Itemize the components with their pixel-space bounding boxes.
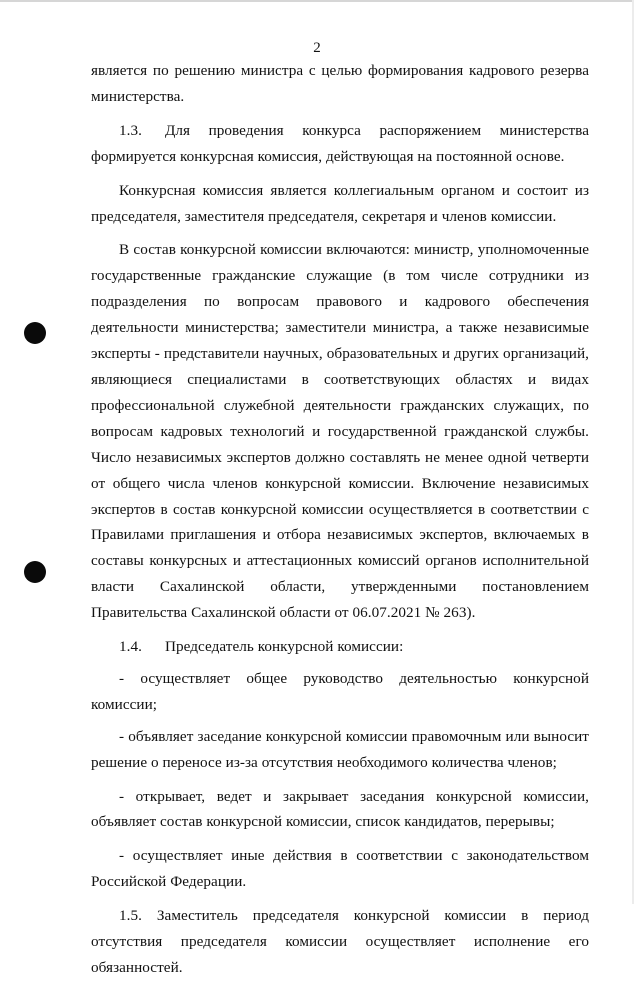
paragraph-continuation: является по решению министра с целью формирования кадрового резерва министерства. <box>91 62 589 105</box>
list-item: - осуществляет иные действия в соответствии с законодательством Российской Федерации. <box>91 847 589 891</box>
list-item: - открывает, ведет и закрывает заседания конкурсной комиссии, объявляет состав конкурсной комиссии, список кандидатов, перерывы; <box>91 787 589 831</box>
clause-number: 1.3. <box>119 121 142 139</box>
scan-top-edge <box>0 0 634 2</box>
page-number: 2 <box>313 40 321 56</box>
list-item: - объявляет заседание конкурсной комиссии правомочным или выносит решение о переносе из-за отсутствия необходимого количества членов; <box>91 727 589 771</box>
clause-1-5: 1.5. Заместитель председателя конкурсной комиссии в период отсутствия председателя комиссии осуществляет исполнение его обязанностей. <box>91 907 589 976</box>
clause-number: 1.4. <box>119 638 142 656</box>
clause-text: Для проведения конкурса распоряжением министерства формируется конкурсная комиссия, действующая на постоянной основе. <box>91 121 589 165</box>
document-body <box>91 58 589 989</box>
clause-1-4 <box>91 634 589 660</box>
list-item: - осуществляет общее руководство деятельностью конкурсной комиссии; <box>91 669 589 713</box>
paragraph-commission-composition: Конкурсная комиссия является коллегиальным органом и состоит из председателя, заместителя председателя, секретаря и членов комиссии. <box>91 181 589 225</box>
punch-hole-top <box>24 322 46 344</box>
paragraph-commission-members: В состав конкурсной комиссии включаются: министр, уполномоченные государственные гражданские служащие (в том числе сотрудники из подразделения по вопросам правового и кадрового обеспечения деятельности министерства; заместители министра, а также независимые эксперты - представители научных, образовательных и других организаций, являющиеся специалистами в соответствующих областях и видах профессиональной служебной деятельности гражданских служащих, по вопросам кадровых технологий и государственной гражданской службы. Число независимых экспертов должно составлять не менее одной четверти от общего числа членов конкурсной комиссии. Включение независимых экспертов в состав конкурсной комиссии осуществляется в соответствии с Правилами приглашения и отбора независимых экспертов, включаемых в составы конкурсных и аттестационных комиссий органов исполнительной власти Сахалинской области, утвержденными постановлением Правительства Сахалинской области от 06.07.2021 № 263). <box>91 241 589 622</box>
punch-hole-bottom <box>24 561 46 583</box>
clause-1-3 <box>91 118 589 170</box>
clause-text: Председатель конкурсной комиссии: <box>165 638 404 656</box>
